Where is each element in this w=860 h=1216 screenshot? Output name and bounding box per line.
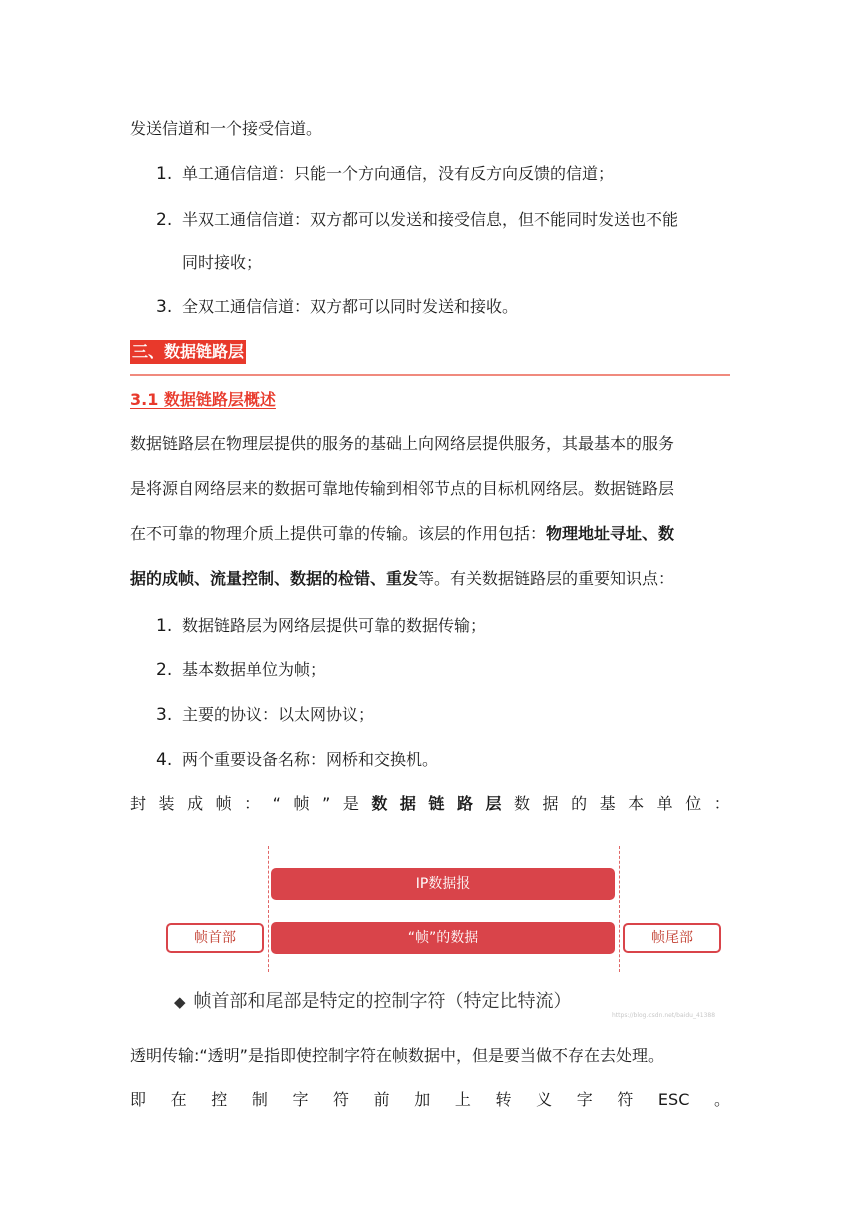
- para-line-4: 据的成帧、流量控制、数据的检错、重发等。有关数据链路层的重要知识点：: [130, 569, 675, 588]
- ip-datagram-bar: IP数据报: [271, 868, 615, 900]
- escape-line: 即 在 控 制 字 符 前 加 上 转 义 字 符 ESC 。: [130, 1090, 730, 1109]
- diagram-caption: ◆ 帧首部和尾部是特定的控制字符（特定比特流）: [174, 991, 572, 1012]
- left-dashed-boundary: [268, 846, 269, 972]
- transparent-transmission-line: 透明传输:“透明”是指即使控制字符在帧数据中，但是要当做不存在去处理。: [130, 1046, 664, 1065]
- para-line-1: 数据链路层在物理层提供的服务的基础上向网络层提供服务，其最基本的服务: [130, 434, 675, 453]
- points-list-item-1: 1. 数据链路层为网络层提供可靠的数据传输；: [156, 616, 487, 636]
- frame-line: 封 装 成 帧 ： “ 帧 ” 是 数 据 链 路 层 数 据 的 基 本 单 位 ：: [130, 794, 730, 813]
- channel-list-item-2-continued: 同时接收；: [182, 253, 263, 272]
- channel-list-item-3: 3. 全双工通信信道：双方都可以同时发送和接收。: [156, 297, 519, 317]
- bold-functions-1: 物理地址寻址、数: [546, 524, 675, 543]
- section-heading: 三、数据链路层: [130, 340, 246, 364]
- channel-list-item-2: 2. 半双工通信信道：双方都可以发送和接受信息，但不能同时发送也不能: [156, 210, 679, 230]
- diamond-bullet-icon: ◆: [174, 993, 186, 1011]
- watermark: https://blog.csdn.net/baidu_41388: [612, 1012, 716, 1019]
- intro-line: 发送信道和一个接受信道。: [130, 119, 323, 138]
- subsection-heading: 3.1 数据链路层概述: [130, 390, 276, 409]
- points-list-item-4: 4. 两个重要设备名称：网桥和交换机。: [156, 750, 439, 770]
- channel-list-item-1: 1. 单工通信信道：只能一个方向通信，没有反方向反馈的信道；: [156, 164, 615, 184]
- frame-header-box: 帧首部: [166, 923, 264, 953]
- frame-diagram: [160, 840, 730, 1030]
- points-list-item-3: 3. 主要的协议：以太网协议；: [156, 705, 375, 725]
- para-line-3: 在不可靠的物理介质上提供可靠的传输。该层的作用包括：物理地址寻址、数: [130, 524, 675, 543]
- frame-trailer-box: 帧尾部: [623, 923, 721, 953]
- section-divider: [130, 374, 730, 376]
- frame-data-bar: “帧”的数据: [271, 922, 615, 954]
- bold-functions-2: 据的成帧、流量控制、数据的检错、重发: [130, 569, 419, 588]
- points-list-item-2: 2. 基本数据单位为帧；: [156, 660, 327, 680]
- para-line-2: 是将源自网络层来的数据可靠地传输到相邻节点的目标机网络层。数据链路层: [130, 479, 675, 498]
- right-dashed-boundary: [619, 846, 620, 972]
